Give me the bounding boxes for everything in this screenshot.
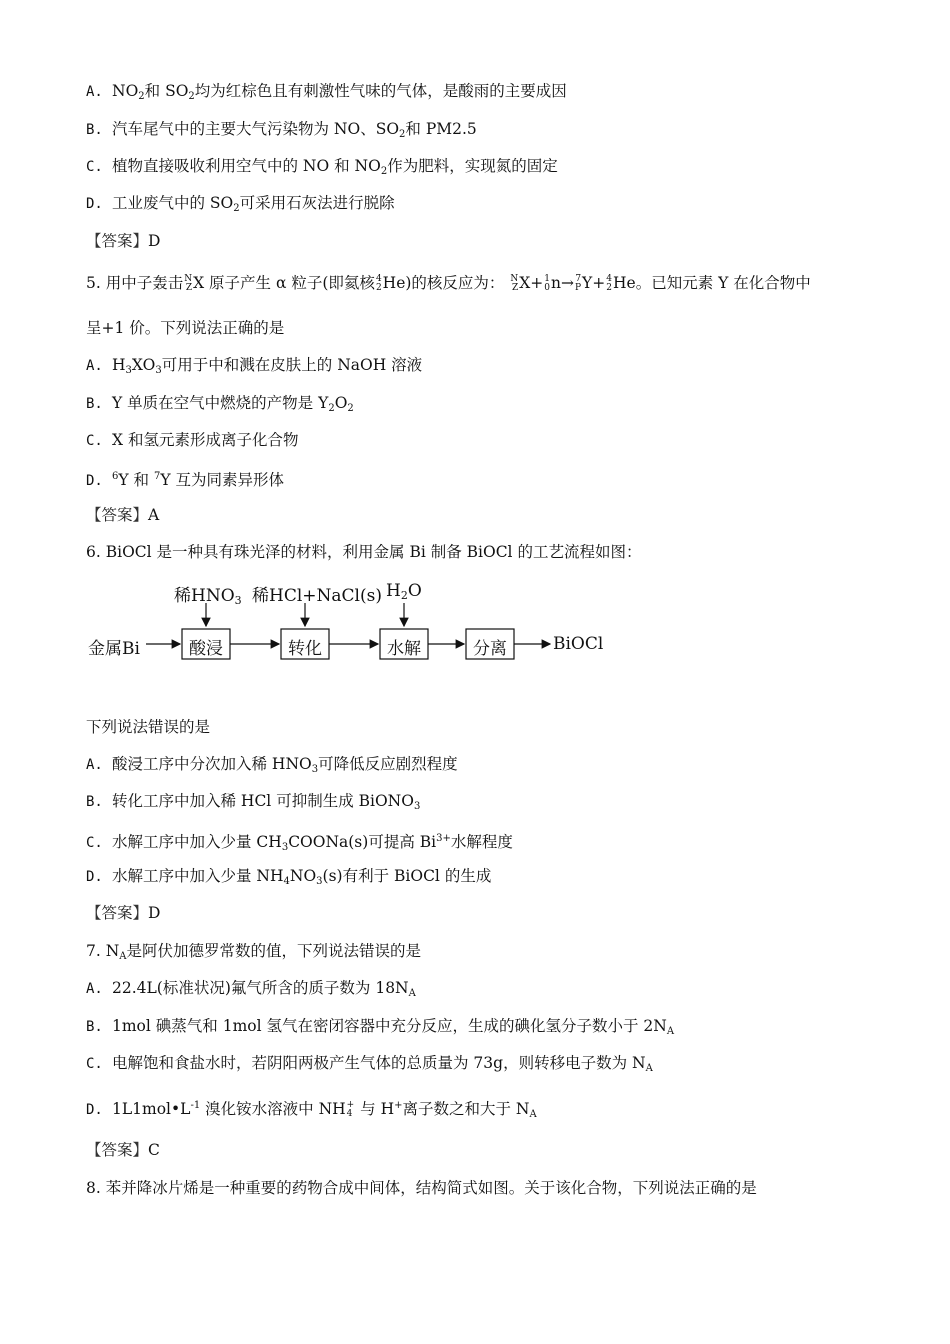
bracket-open: 【: [86, 232, 102, 250]
option-label: D.: [86, 473, 103, 489]
question-7-stem: [86, 941, 421, 967]
option-label: C.: [86, 433, 103, 449]
text: COONa(s)可提高 Bi: [288, 833, 437, 851]
superscript: 7: [153, 471, 161, 482]
q4-option-a: [86, 81, 567, 107]
text: NO: [112, 82, 139, 100]
text: O: [407, 581, 422, 601]
bracket-close: 】: [132, 904, 149, 922]
mass-number: 1: [544, 274, 550, 284]
atomic-number: P: [574, 283, 582, 293]
subscript: 2: [188, 91, 195, 102]
subscript: A: [529, 1109, 537, 1120]
option-label: D.: [86, 1102, 103, 1118]
text: Y+: [582, 274, 606, 292]
subscript: 4: [283, 876, 290, 887]
option-label: B.: [86, 1019, 103, 1035]
option-label: A.: [86, 358, 103, 374]
answer-value: D: [148, 904, 161, 922]
text: X+: [519, 274, 544, 292]
bracket-close: 】: [132, 232, 149, 250]
bracket-close: 】: [132, 1141, 149, 1159]
text: 均为红棕色且有刺激性气味的气体，是酸雨的主要成因: [194, 82, 567, 100]
answer-label: 答案: [101, 506, 133, 524]
option-label: C.: [86, 1056, 103, 1072]
answer-q5: [86, 505, 159, 525]
superscript: +: [394, 1100, 403, 1111]
mass-number: 7: [575, 274, 582, 284]
isotope-notation: [606, 275, 612, 293]
text: 22.4L(标准状况)氟气所含的质子数为 18N: [112, 979, 409, 997]
text: 与 H: [360, 1100, 395, 1118]
subscript: A: [408, 988, 416, 999]
mass-number: N: [184, 274, 193, 284]
text: n: [551, 274, 561, 292]
step-label-2: 转化: [288, 639, 322, 659]
text: 植物直接吸收利用空气中的 NO 和 NO: [112, 157, 381, 175]
answer-q4: [86, 231, 160, 251]
subscript: 2: [380, 166, 388, 177]
q4-option-b: [86, 119, 477, 145]
q4-option-c: [86, 156, 558, 182]
atomic-number: 2: [606, 283, 613, 293]
step-label-1: 酸浸: [189, 639, 223, 659]
step-label-4: 分离: [473, 639, 507, 659]
superscript: 6: [112, 471, 119, 482]
answer-label: 答案: [101, 904, 133, 922]
bracket-open: 【: [86, 1141, 102, 1159]
superscript: 3+: [436, 833, 451, 844]
superscript: +: [346, 1100, 355, 1110]
ion-charge-stack: [347, 1101, 355, 1119]
subscript: 2: [138, 91, 145, 102]
text: (s)有利于 BiOCl 的生成: [322, 867, 492, 885]
option-label: A.: [86, 84, 103, 100]
isotope-notation: [376, 275, 382, 293]
text: 可用于中和溅在皮肤上的 NaOH 溶液: [161, 356, 423, 374]
atomic-number: Z: [511, 283, 519, 293]
subscript: 3: [413, 801, 421, 812]
flow-end: BiOCl: [553, 634, 604, 654]
text: 5. 用中子轰击: [86, 274, 184, 292]
subscript: 2: [233, 203, 240, 214]
text: 作为肥料，实现氮的固定: [387, 157, 558, 175]
text: 电解饱和食盐水时，若阴阳两极产生气体的总质量为 73g，则转移电子数为 N: [112, 1054, 646, 1072]
subscript: 2: [328, 403, 335, 414]
atomic-number: Z: [185, 283, 193, 293]
text: H: [112, 356, 126, 374]
option-label: A.: [86, 757, 103, 773]
text: 离子数之和大于 N: [402, 1100, 530, 1118]
text: He。已知元素 Y 在化合物中: [613, 274, 811, 292]
q7-option-b: [86, 1016, 674, 1042]
subscript: A: [645, 1063, 653, 1074]
option-label: B.: [86, 794, 103, 810]
text: 和 SO: [144, 82, 189, 100]
q5-option-a: [86, 355, 422, 381]
answer-value: A: [148, 506, 160, 524]
text: 和 PM2.5: [405, 120, 477, 138]
text: 转化工序中加入稀 HCl 可抑制生成 BiONO: [112, 792, 414, 810]
q7-option-c: [86, 1053, 653, 1079]
text: 1L1mol•L: [112, 1100, 191, 1118]
text: 水解程度: [450, 833, 513, 851]
answer-label: 答案: [101, 232, 133, 250]
text: 汽车尾气中的主要大气污染物为 NO、SO: [112, 120, 400, 138]
q6-option-b: [86, 791, 420, 817]
answer-q7: [86, 1140, 160, 1160]
question-5-stem-line2: 呈+1 价。下列说法正确的是: [86, 319, 285, 337]
mass-number: 4: [375, 274, 382, 284]
option-label: D.: [86, 869, 103, 885]
text: 溴化铵水溶液中 NH: [205, 1100, 346, 1118]
superscript: -1: [190, 1100, 201, 1111]
isotope-notation: [575, 275, 581, 293]
q6-option-c: [86, 829, 513, 858]
process-flow-diagram: [86, 572, 626, 672]
subscript: 2: [399, 129, 406, 140]
atomic-number: 2: [375, 283, 382, 293]
option-label: A.: [86, 981, 103, 997]
answer-value: D: [148, 232, 161, 250]
text: 1mol 碘蒸气和 1mol 氢气在密闭容器中充分反应，生成的碘化氢分子数小于 2N: [112, 1017, 667, 1035]
text: 酸浸工序中分次加入稀 HNO: [112, 755, 312, 773]
bracket-open: 【: [86, 506, 102, 524]
option-label: C.: [86, 159, 103, 175]
text: 可降低反应剧烈程度: [318, 755, 458, 773]
question-6-stem: 6. BiOCl 是一种具有珠光泽的材料，利用金属 Bi 制备 BiOCl 的工艺流程如图：: [86, 543, 642, 561]
step-label-3: 水解: [387, 639, 421, 659]
isotope-notation: [184, 275, 192, 293]
subscript: A: [119, 951, 127, 962]
q6-option-a: [86, 754, 458, 780]
text: O: [334, 394, 348, 412]
text: Y 互为同素异形体: [160, 471, 285, 489]
text: 工业废气中的 SO: [112, 194, 234, 212]
reagent-hcl-nacl: 稀HCl+NaCl(s): [252, 586, 382, 606]
question-6-ask: 下列说法错误的是: [86, 718, 211, 736]
subscript: 2: [347, 403, 354, 414]
text: He)的核反应为：: [382, 274, 505, 292]
flow-arrows: [86, 572, 626, 672]
text: X 和氢元素形成离子化合物: [112, 431, 299, 449]
text: H: [386, 581, 401, 601]
subscript: 3: [311, 764, 319, 775]
subscript: 4: [346, 1109, 353, 1119]
text: NO: [289, 867, 317, 885]
mass-number: 4: [606, 274, 613, 284]
arrow: →: [560, 274, 574, 292]
q6-option-d: [86, 866, 491, 892]
question-5-stem: [86, 273, 811, 293]
option-label: C.: [86, 835, 103, 851]
mass-number: N: [510, 274, 519, 284]
subscript: 3: [316, 876, 323, 887]
isotope-notation: [544, 275, 550, 293]
option-label: D.: [86, 196, 103, 212]
text: 稀HNO: [174, 586, 235, 606]
isotope-notation: [510, 275, 518, 293]
answer-value: C: [148, 1141, 160, 1159]
text: 是阿伏加德罗常数的值，下列说法错误的是: [126, 942, 422, 960]
bracket-open: 【: [86, 904, 102, 922]
text: 水解工序中加入少量 CH: [112, 833, 282, 851]
text: XO: [131, 356, 156, 374]
subscript: 2: [400, 589, 408, 602]
flow-start: 金属Bi: [88, 639, 140, 659]
subscript: 3: [125, 365, 132, 376]
text: 水解工序中加入少量 NH: [112, 867, 284, 885]
answer-label: 答案: [101, 1141, 133, 1159]
q7-option-d: [86, 1096, 537, 1125]
question-8-stem: 8. 苯并降冰片烯是一种重要的药物合成中间体，结构简式如图。关于该化合物，下列说法正确的是: [86, 1179, 757, 1197]
q5-option-d: [86, 467, 284, 491]
subscript: 3: [281, 842, 289, 853]
option-label: B.: [86, 122, 103, 138]
text: 7. N: [86, 942, 120, 960]
subscript: A: [666, 1026, 675, 1037]
q5-option-b: [86, 393, 354, 419]
text: Y 和: [118, 471, 154, 489]
atomic-number: 0: [544, 283, 550, 293]
text: 可采用石灰法进行脱除: [239, 194, 395, 212]
subscript: 3: [155, 365, 162, 376]
text: X 原子产生 α 粒子(即氦核: [193, 274, 375, 292]
q4-option-d: [86, 193, 395, 219]
bracket-close: 】: [132, 506, 149, 524]
q5-option-c: [86, 430, 298, 451]
text: Y 单质在空气中燃烧的产物是 Y: [112, 394, 329, 412]
option-label: B.: [86, 396, 103, 412]
subscript: 3: [234, 594, 242, 607]
answer-q6: [86, 903, 160, 923]
q7-option-a: [86, 978, 416, 1004]
